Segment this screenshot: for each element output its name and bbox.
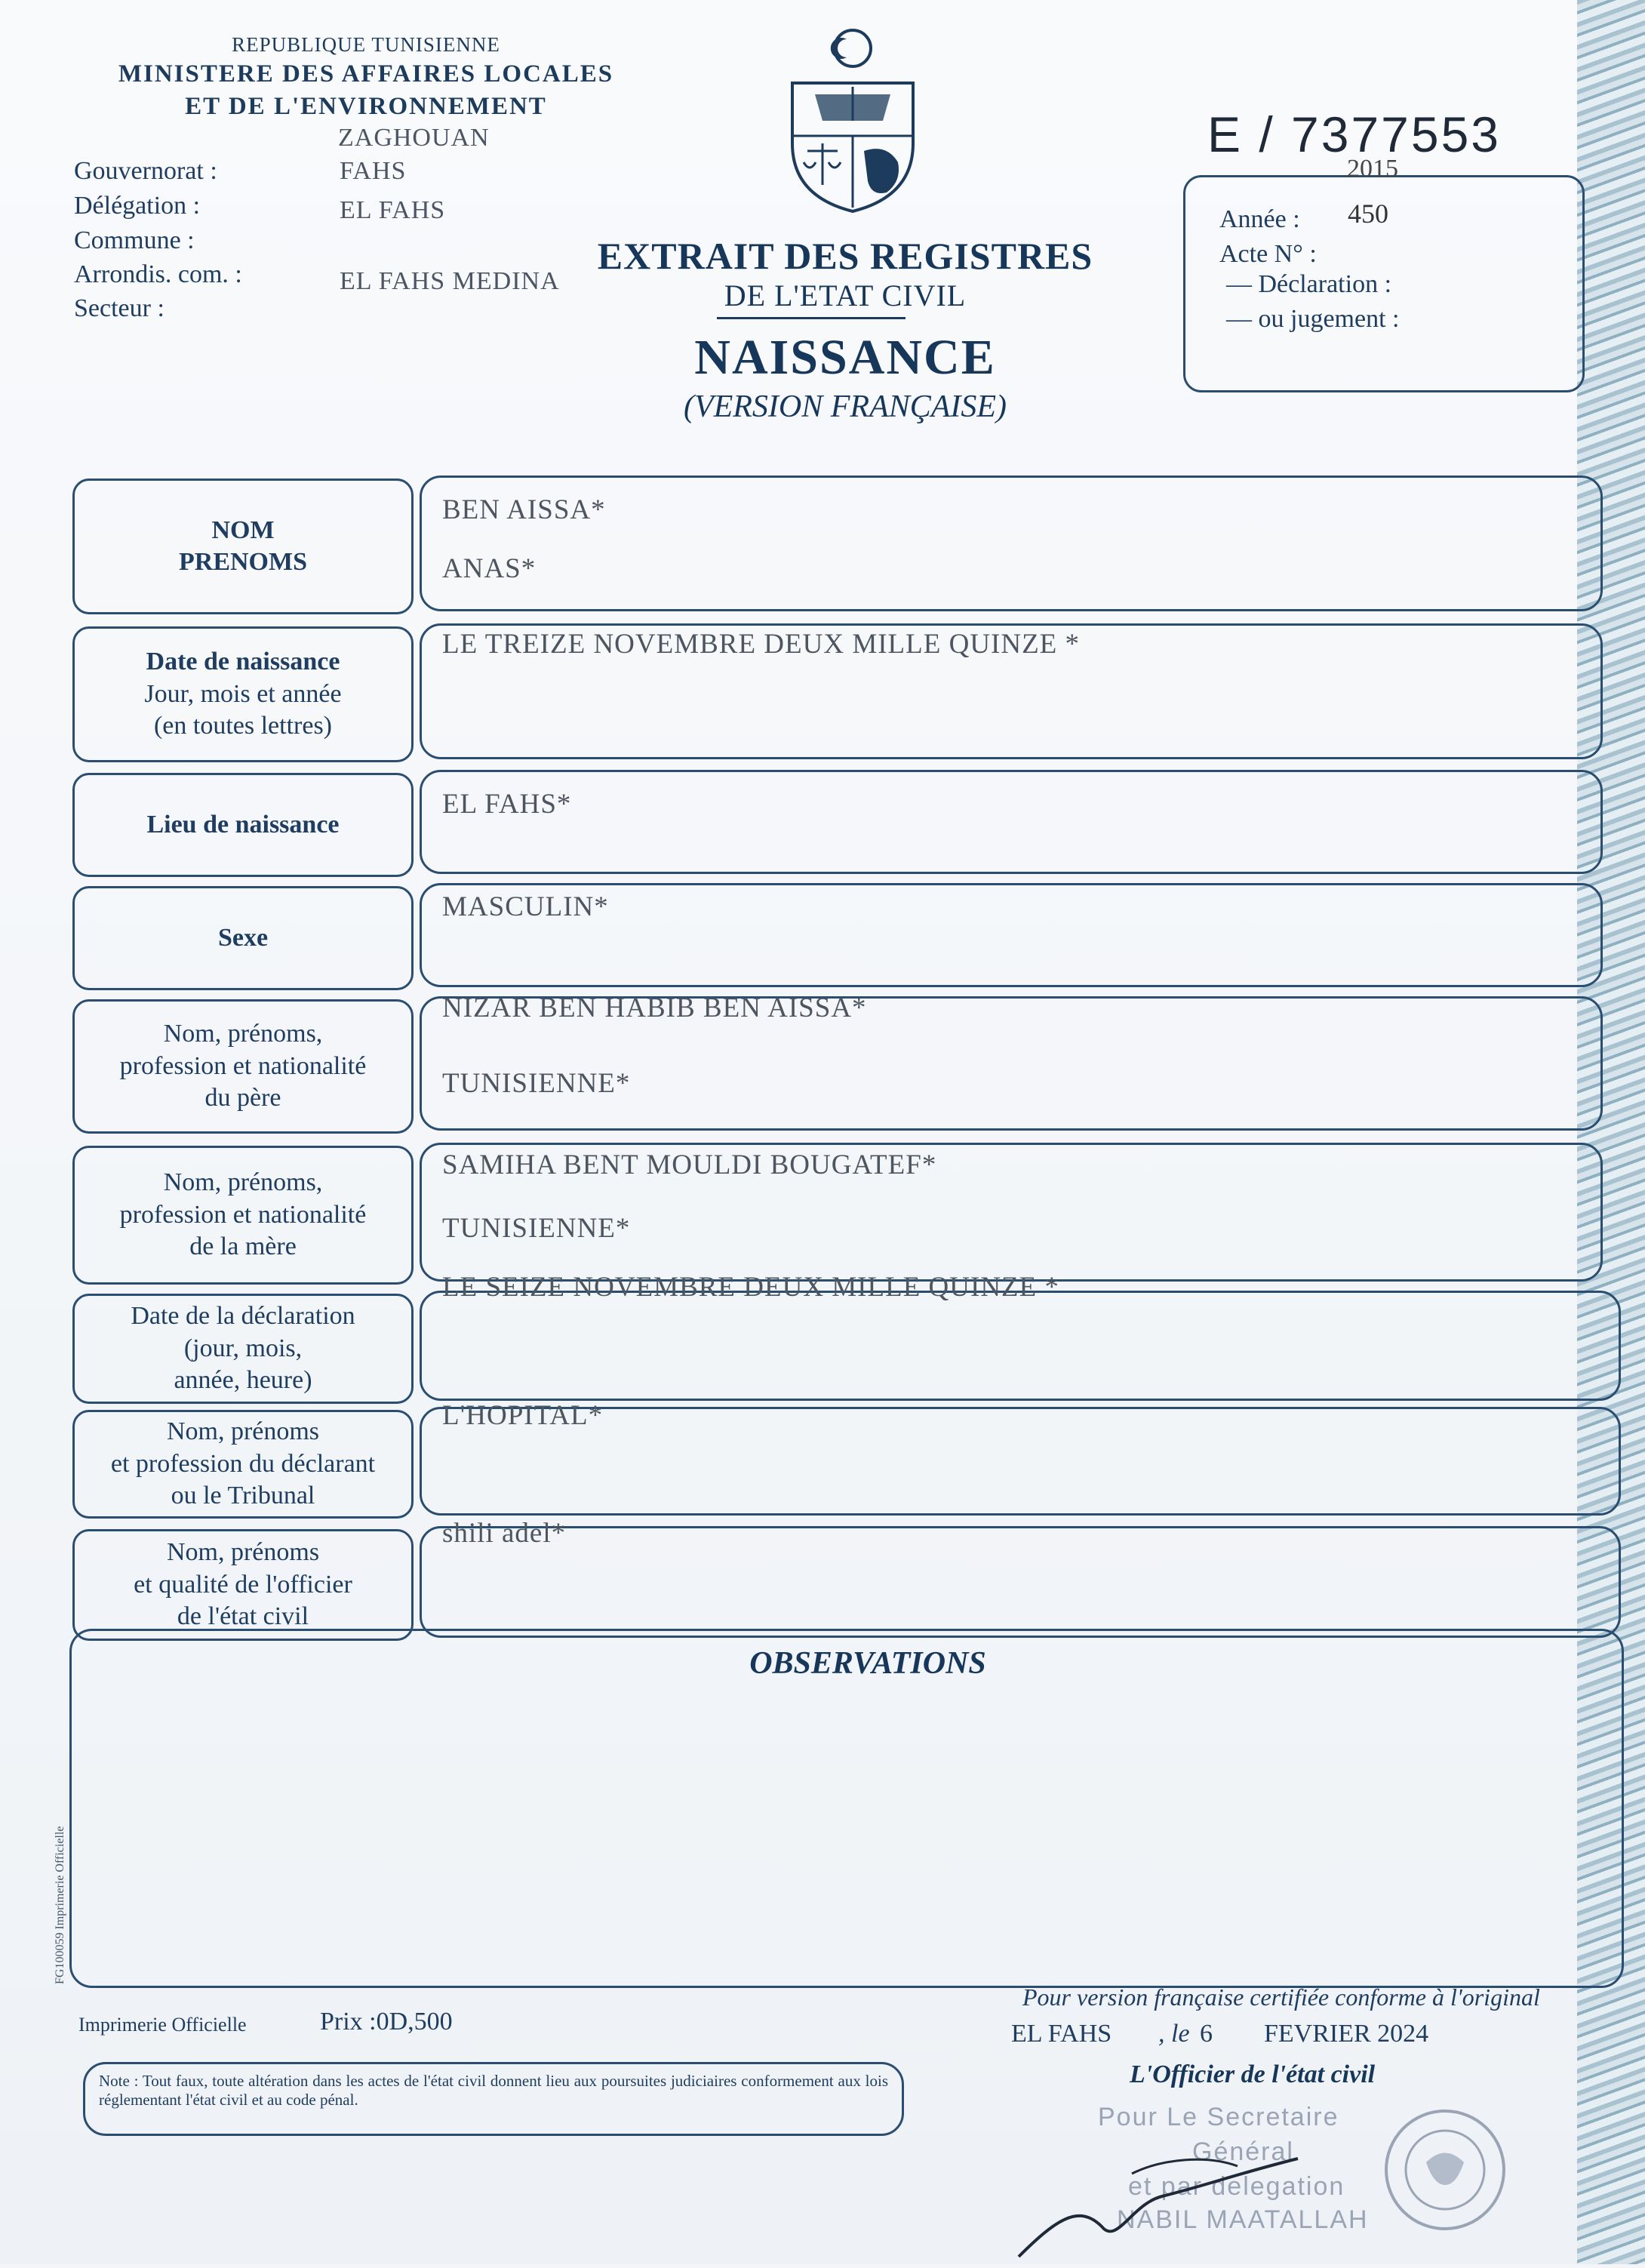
gouvernorat-label: Gouvernorat : <box>74 157 217 185</box>
row-label-line: PRENOMS <box>179 548 307 576</box>
stamp-line2: Général <box>1192 2137 1294 2166</box>
row-value-box <box>420 1526 1621 1638</box>
row-label <box>72 999 414 1134</box>
row-label-text <box>131 1300 355 1397</box>
title-version: (VERSION FRANÇAISE) <box>683 389 1007 424</box>
row-value-text: shili adel* <box>442 1518 567 1549</box>
row-label-line: Date de la déclaration <box>131 1302 355 1331</box>
date-prefix: , le <box>1158 2020 1190 2048</box>
side-print-code: FG100059 Imprimerie Officielle <box>54 1826 66 1984</box>
row-label-line: du père <box>204 1084 281 1112</box>
row-value-text: TUNISIENNE* <box>442 1068 631 1099</box>
row-label-line: Sexe <box>217 923 269 952</box>
row-value-text: MASCULIN* <box>442 891 609 922</box>
row-value-text: EL FAHS* <box>442 789 572 820</box>
row-label-line: et qualité de l'officier <box>134 1570 352 1599</box>
row-label <box>72 773 414 877</box>
row-label-text <box>218 922 268 955</box>
row-value-box <box>420 1291 1621 1401</box>
signature-icon <box>1011 2113 1404 2264</box>
commune-value: EL FAHS <box>340 196 446 224</box>
row-label-line: (en toutes lettres) <box>153 712 332 740</box>
date-place: EL FAHS <box>1011 2020 1112 2048</box>
ministry-line2: ET DE L'ENVIRONNEMENT <box>185 93 547 120</box>
delegation-value: FAHS <box>340 157 407 185</box>
row-value-text: NIZAR BEN HABIB BEN AISSA* <box>442 992 867 1023</box>
row-label-text <box>134 1537 352 1633</box>
row-label <box>72 886 414 990</box>
row-label <box>72 1294 414 1404</box>
row-label-line: Nom, prénoms <box>166 1538 320 1567</box>
row-label-line: NOM <box>211 515 275 544</box>
row-label-line: Jour, mois et année <box>144 679 342 708</box>
ministry-line1: MINISTERE DES AFFAIRES LOCALES <box>118 60 614 88</box>
legal-note: Note : Tout faux, toute altération dans les actes de l'état civil donnent lieu aux poursuites judiciaires conformement aux lois réglementant l'état civil et au code pénal. <box>83 2062 904 2136</box>
row-value-text: LE TREIZE NOVEMBRE DEUX MILLE QUINZE * <box>442 629 1081 660</box>
row-value-text: L'HOPITAL* <box>442 1400 604 1431</box>
commune-label: Commune : <box>74 226 195 254</box>
row-label-line: Nom, prénoms, <box>163 1168 323 1197</box>
coat-of-arms-icon <box>777 23 928 219</box>
gouvernorat-value: ZAGHOUAN <box>338 124 490 152</box>
row-label <box>72 479 414 614</box>
row-label-line: Nom, prénoms, <box>163 1020 323 1048</box>
title-etat-civil: DE L'ETAT CIVIL <box>724 278 967 312</box>
row-label-line: année, heure) <box>174 1366 312 1395</box>
row-value-text: BEN AISSA* <box>442 494 606 525</box>
observations-title: OBSERVATIONS <box>749 1646 986 1681</box>
row-label-text <box>144 646 341 743</box>
arrondissement-value: EL FAHS MEDINA <box>340 267 560 295</box>
row-label-text <box>120 1018 367 1115</box>
row-label <box>72 1410 414 1519</box>
officer-title: L'Officier de l'état civil <box>1130 2060 1376 2088</box>
row-label-line: Nom, prénoms <box>166 1417 320 1446</box>
row-label <box>72 1146 414 1285</box>
row-label-text <box>179 515 307 579</box>
row-label-line: de la mère <box>189 1232 297 1261</box>
annee-value: 2015 <box>1347 155 1398 183</box>
row-value-text: SAMIHA BENT MOULDI BOUGATEF* <box>442 1149 937 1180</box>
stamp-line1: Pour Le Secretaire <box>1098 2103 1339 2131</box>
observations-box <box>69 1629 1624 1988</box>
row-label-text <box>120 1167 367 1263</box>
title-divider <box>717 317 906 319</box>
declaration-label: — Déclaration : <box>1226 270 1392 298</box>
row-label-text <box>146 809 339 842</box>
row-label-text <box>111 1416 375 1513</box>
republic-label: REPUBLIQUE TUNISIENNE <box>232 33 500 56</box>
row-label <box>72 1529 414 1641</box>
printer-label: Imprimerie Officielle <box>78 2014 247 2036</box>
jugement-label: — ou jugement : <box>1226 305 1400 333</box>
row-label-line: et profession du déclarant <box>110 1449 376 1478</box>
title-naissance: NAISSANCE <box>694 330 996 385</box>
row-label-line: profession et nationalité <box>119 1200 367 1229</box>
row-label-line: ou le Tribunal <box>171 1482 315 1510</box>
row-value-text: TUNISIENNE* <box>442 1213 631 1244</box>
date-month-year: FEVRIER 2024 <box>1264 2020 1429 2048</box>
annee-label: Année : <box>1219 205 1300 233</box>
row-label-line: profession et nationalité <box>119 1051 367 1080</box>
row-label-line: Date de naissance <box>146 648 340 676</box>
title-extrait: EXTRAIT DES REGISTRES <box>597 235 1093 277</box>
row-value-box <box>420 770 1603 874</box>
arrondissement-label: Arrondis. com. : <box>74 260 242 288</box>
row-label <box>72 626 414 762</box>
acte-value: 450 <box>1348 198 1388 229</box>
date-day: 6 <box>1200 2020 1213 2048</box>
stamp-line3: et par delegation <box>1128 2172 1345 2201</box>
serial-number: E / 7377553 <box>1207 106 1501 162</box>
row-label-line: de l'état civil <box>177 1602 309 1631</box>
secteur-label: Secteur : <box>74 294 164 322</box>
stamp-line4: NABIL MAATALLAH <box>1117 2205 1369 2234</box>
price-label: Prix :0D,500 <box>320 2008 453 2036</box>
row-label-line: (jour, mois, <box>183 1334 303 1362</box>
row-label-line: Lieu de naissance <box>146 810 340 839</box>
certified-text: Pour version française certifiée conforme à l'original <box>1022 1983 1540 2011</box>
row-value-text: ANAS* <box>442 553 537 584</box>
delegation-label: Délégation : <box>74 192 201 220</box>
row-value-text: LE SEIZE NOVEMBRE DEUX MILLE QUINZE * <box>442 1272 1059 1303</box>
acte-label: Acte N° : <box>1219 240 1317 268</box>
